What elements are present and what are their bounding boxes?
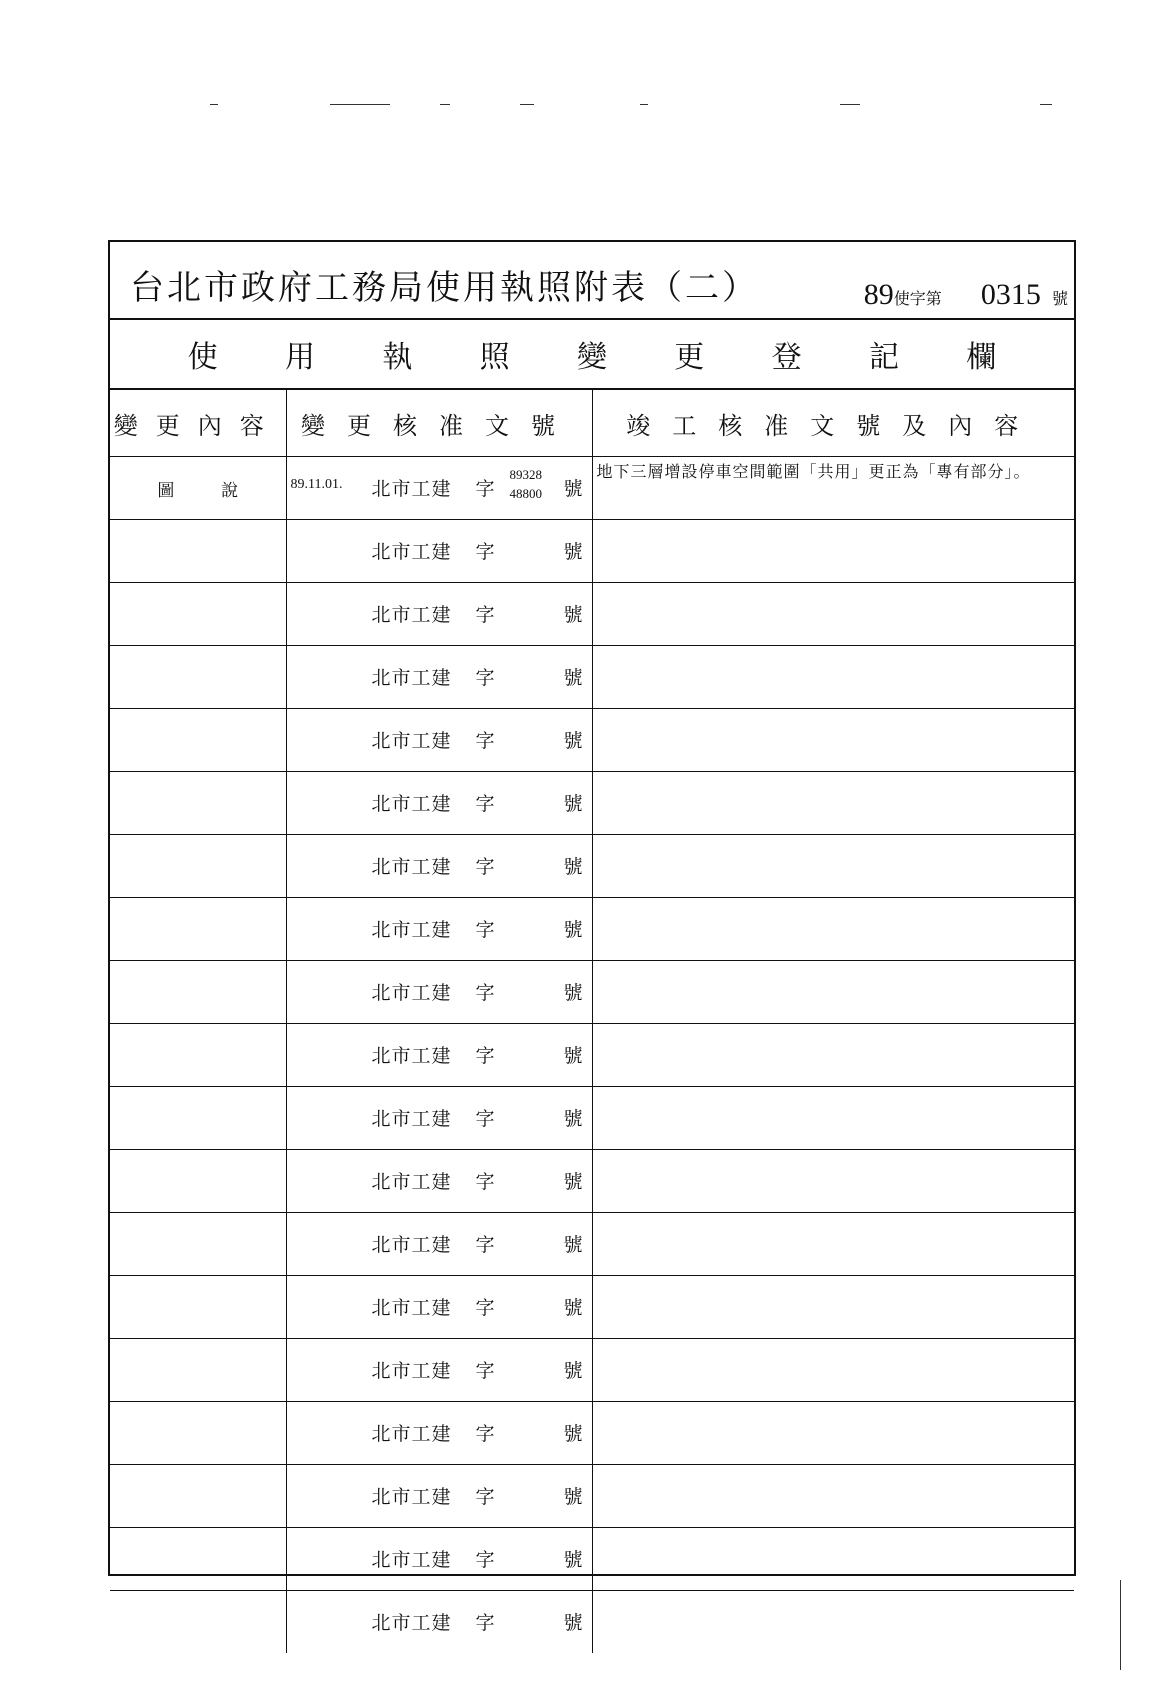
label-bei-shi-gong-jian: 北市工建 <box>371 1045 452 1067</box>
approval-number-cell <box>286 1150 592 1213</box>
approval-number-cell <box>286 457 592 520</box>
change-content-cell <box>110 1276 286 1339</box>
label-bei-shi-gong-jian: 北市工建 <box>371 1612 452 1634</box>
permit-number <box>864 278 1068 312</box>
completion-content-cell <box>592 898 1074 961</box>
change-content-cell <box>110 1087 286 1150</box>
completion-content-cell <box>592 1591 1074 1654</box>
section-header-char: 更 <box>674 340 705 375</box>
completion-content-cell <box>592 1465 1074 1528</box>
change-content-char: 說 <box>221 480 239 501</box>
section-header-char: 欄 <box>966 340 997 375</box>
scan-speck <box>520 104 534 105</box>
label-bei-shi-gong-jian: 北市工建 <box>371 604 452 626</box>
completion-content-cell <box>592 709 1074 772</box>
approval-number-cell <box>286 1528 592 1591</box>
approval-number-cell <box>286 709 592 772</box>
label-bei-shi-gong-jian: 北市工建 <box>371 478 452 500</box>
change-content-cell <box>110 1528 286 1591</box>
section-header-char: 登 <box>771 340 802 375</box>
change-content-cell <box>110 709 286 772</box>
completion-content-cell <box>592 1024 1074 1087</box>
column-header-text: 變更內容 <box>113 411 282 440</box>
label-zi: 字 <box>475 1297 495 1319</box>
label-bei-shi-gong-jian: 北市工建 <box>371 1423 452 1445</box>
completion-content-cell <box>592 835 1074 898</box>
label-bei-shi-gong-jian: 北市工建 <box>371 793 452 815</box>
label-bei-shi-gong-jian: 北市工建 <box>371 919 452 941</box>
change-content-cell <box>110 1402 286 1465</box>
label-hao: 號 <box>563 667 583 689</box>
scan-speck <box>440 104 450 105</box>
change-content-cell <box>110 1213 286 1276</box>
section-header-char: 執 <box>382 340 413 375</box>
label-bei-shi-gong-jian: 北市工建 <box>371 667 452 689</box>
approval-number-cell <box>286 898 592 961</box>
label-zi: 字 <box>475 604 495 626</box>
label-bei-shi-gong-jian: 北市工建 <box>371 541 452 563</box>
label-bei-shi-gong-jian: 北市工建 <box>371 1234 452 1256</box>
completion-content-cell <box>592 961 1074 1024</box>
approval-number-cell <box>286 1339 592 1402</box>
label-zi: 字 <box>475 1045 495 1067</box>
change-content-cell <box>110 1150 286 1213</box>
label-zi: 字 <box>475 919 495 941</box>
table-row <box>110 457 1074 520</box>
approval-number-cell <box>286 520 592 583</box>
completion-content-cell <box>592 520 1074 583</box>
table-row <box>110 1150 1074 1213</box>
label-hao: 號 <box>563 1549 583 1571</box>
label-hao: 號 <box>563 1171 583 1193</box>
change-content-cell <box>110 835 286 898</box>
label-zi: 字 <box>475 1612 495 1634</box>
label-bei-shi-gong-jian: 北市工建 <box>371 1549 452 1571</box>
label-hao: 號 <box>563 1234 583 1256</box>
label-hao: 號 <box>563 730 583 752</box>
section-header-char: 使 <box>187 340 218 375</box>
table-row <box>110 583 1074 646</box>
label-zi: 字 <box>475 982 495 1004</box>
table-row <box>110 1402 1074 1465</box>
label-hao: 號 <box>563 1108 583 1130</box>
completion-content-cell <box>592 1339 1074 1402</box>
column-header-text: 竣工核准文號及內容 <box>626 411 1041 440</box>
approval-number-cell <box>286 1024 592 1087</box>
table-row <box>110 709 1074 772</box>
completion-content-cell <box>592 772 1074 835</box>
scan-speck <box>640 104 648 105</box>
label-zi: 字 <box>475 667 495 689</box>
label-zi: 字 <box>475 1108 495 1130</box>
approval-number-cell <box>286 583 592 646</box>
change-content-cell <box>110 1465 286 1528</box>
label-zi: 字 <box>475 1360 495 1382</box>
completion-content-cell <box>592 1150 1074 1213</box>
column-header-change <box>110 390 286 457</box>
approval-serial-line: 89328 <box>509 467 542 482</box>
label-hao: 號 <box>563 541 583 563</box>
table-row <box>110 520 1074 583</box>
change-content-cell <box>110 520 286 583</box>
column-header-approval <box>286 390 592 457</box>
table-row <box>110 1024 1074 1087</box>
completion-content-cell: 地下三層增設停車空間範圍「共用」更正為「專有部分」。 <box>592 457 1074 520</box>
completion-content-cell <box>592 1402 1074 1465</box>
column-header-text: 變更核准文號 <box>301 411 577 440</box>
change-content-cell <box>110 898 286 961</box>
completion-content-cell <box>592 646 1074 709</box>
permit-prefix: 使字第 <box>893 289 942 308</box>
table-row <box>110 646 1074 709</box>
permit-appendix-form <box>108 240 1076 1634</box>
section-header-char: 記 <box>868 340 899 375</box>
label-hao: 號 <box>563 982 583 1004</box>
table-row <box>110 961 1074 1024</box>
scan-speck <box>1120 1580 1121 1670</box>
approval-serial-line: 48800 <box>509 486 542 501</box>
label-bei-shi-gong-jian: 北市工建 <box>371 1171 452 1193</box>
section-header <box>110 320 1074 390</box>
approval-number-cell <box>286 1402 592 1465</box>
label-hao: 號 <box>563 856 583 878</box>
change-content-cell <box>110 457 286 520</box>
label-bei-shi-gong-jian: 北市工建 <box>371 856 452 878</box>
label-zi: 字 <box>475 1171 495 1193</box>
label-hao: 號 <box>563 1297 583 1319</box>
label-bei-shi-gong-jian: 北市工建 <box>371 1486 452 1508</box>
completion-content-cell <box>592 1087 1074 1150</box>
change-content-cell <box>110 1024 286 1087</box>
change-content-cell <box>110 1591 286 1654</box>
table-row <box>110 1465 1074 1528</box>
table-row <box>110 1276 1074 1339</box>
table-row <box>110 1591 1074 1654</box>
approval-serial <box>510 465 543 503</box>
completion-content-cell <box>592 1276 1074 1339</box>
label-zi: 字 <box>475 793 495 815</box>
label-bei-shi-gong-jian: 北市工建 <box>371 1108 452 1130</box>
change-content-char: 圖 <box>157 480 175 501</box>
approval-number-cell <box>286 835 592 898</box>
label-hao: 號 <box>563 478 583 500</box>
approval-number-cell <box>286 1465 592 1528</box>
label-bei-shi-gong-jian: 北市工建 <box>371 982 452 1004</box>
approval-number-cell <box>286 1213 592 1276</box>
change-content-cell <box>110 772 286 835</box>
scan-speck <box>210 104 218 105</box>
change-content-cell <box>110 1339 286 1402</box>
approval-number-cell <box>286 1087 592 1150</box>
label-zi: 字 <box>475 478 495 500</box>
label-hao: 號 <box>563 1486 583 1508</box>
label-hao: 號 <box>563 1612 583 1634</box>
permit-serial: 0315 <box>980 278 1041 311</box>
table-row <box>110 835 1074 898</box>
section-header-char: 變 <box>576 340 607 375</box>
label-hao: 號 <box>563 793 583 815</box>
label-bei-shi-gong-jian: 北市工建 <box>371 730 452 752</box>
table-row <box>110 1087 1074 1150</box>
column-header-row <box>110 390 1074 457</box>
label-hao: 號 <box>563 604 583 626</box>
approval-date: 89.11.01. <box>290 477 343 492</box>
table-row <box>110 1339 1074 1402</box>
label-hao: 號 <box>563 1045 583 1067</box>
table-row <box>110 1528 1074 1591</box>
permit-suffix: 號 <box>1051 289 1068 308</box>
approval-number-cell <box>286 646 592 709</box>
completion-content-cell <box>592 1213 1074 1276</box>
scan-speck <box>330 104 390 105</box>
change-content-cell <box>110 961 286 1024</box>
section-header-char: 照 <box>479 340 510 375</box>
label-hao: 號 <box>563 1423 583 1445</box>
label-bei-shi-gong-jian: 北市工建 <box>371 1360 452 1382</box>
label-zi: 字 <box>475 730 495 752</box>
label-zi: 字 <box>475 1549 495 1571</box>
table-row <box>110 772 1074 835</box>
label-zi: 字 <box>475 541 495 563</box>
scan-speck <box>1040 104 1052 105</box>
permit-year: 89 <box>863 278 894 311</box>
label-zi: 字 <box>475 1234 495 1256</box>
change-content-cell <box>110 646 286 709</box>
table-row <box>110 1213 1074 1276</box>
scan-speck <box>840 104 860 105</box>
label-zi: 字 <box>475 1423 495 1445</box>
approval-number-cell <box>286 1591 592 1654</box>
approval-number-cell <box>286 772 592 835</box>
change-content-cell <box>110 583 286 646</box>
title-row <box>110 242 1074 320</box>
approval-number-cell <box>286 961 592 1024</box>
table-row <box>110 898 1074 961</box>
label-bei-shi-gong-jian: 北市工建 <box>371 1297 452 1319</box>
label-zi: 字 <box>475 856 495 878</box>
change-content <box>110 476 286 501</box>
section-header-char: 用 <box>284 340 315 375</box>
label-hao: 號 <box>563 1360 583 1382</box>
completion-content-cell <box>592 583 1074 646</box>
column-header-completion <box>592 390 1074 457</box>
change-register-table <box>110 390 1074 1653</box>
approval-number-cell <box>286 1276 592 1339</box>
label-zi: 字 <box>475 1486 495 1508</box>
completion-content-cell <box>592 1528 1074 1591</box>
form-title: 台北市政府工務局使用執照附表（二） <box>130 268 759 308</box>
label-hao: 號 <box>563 919 583 941</box>
